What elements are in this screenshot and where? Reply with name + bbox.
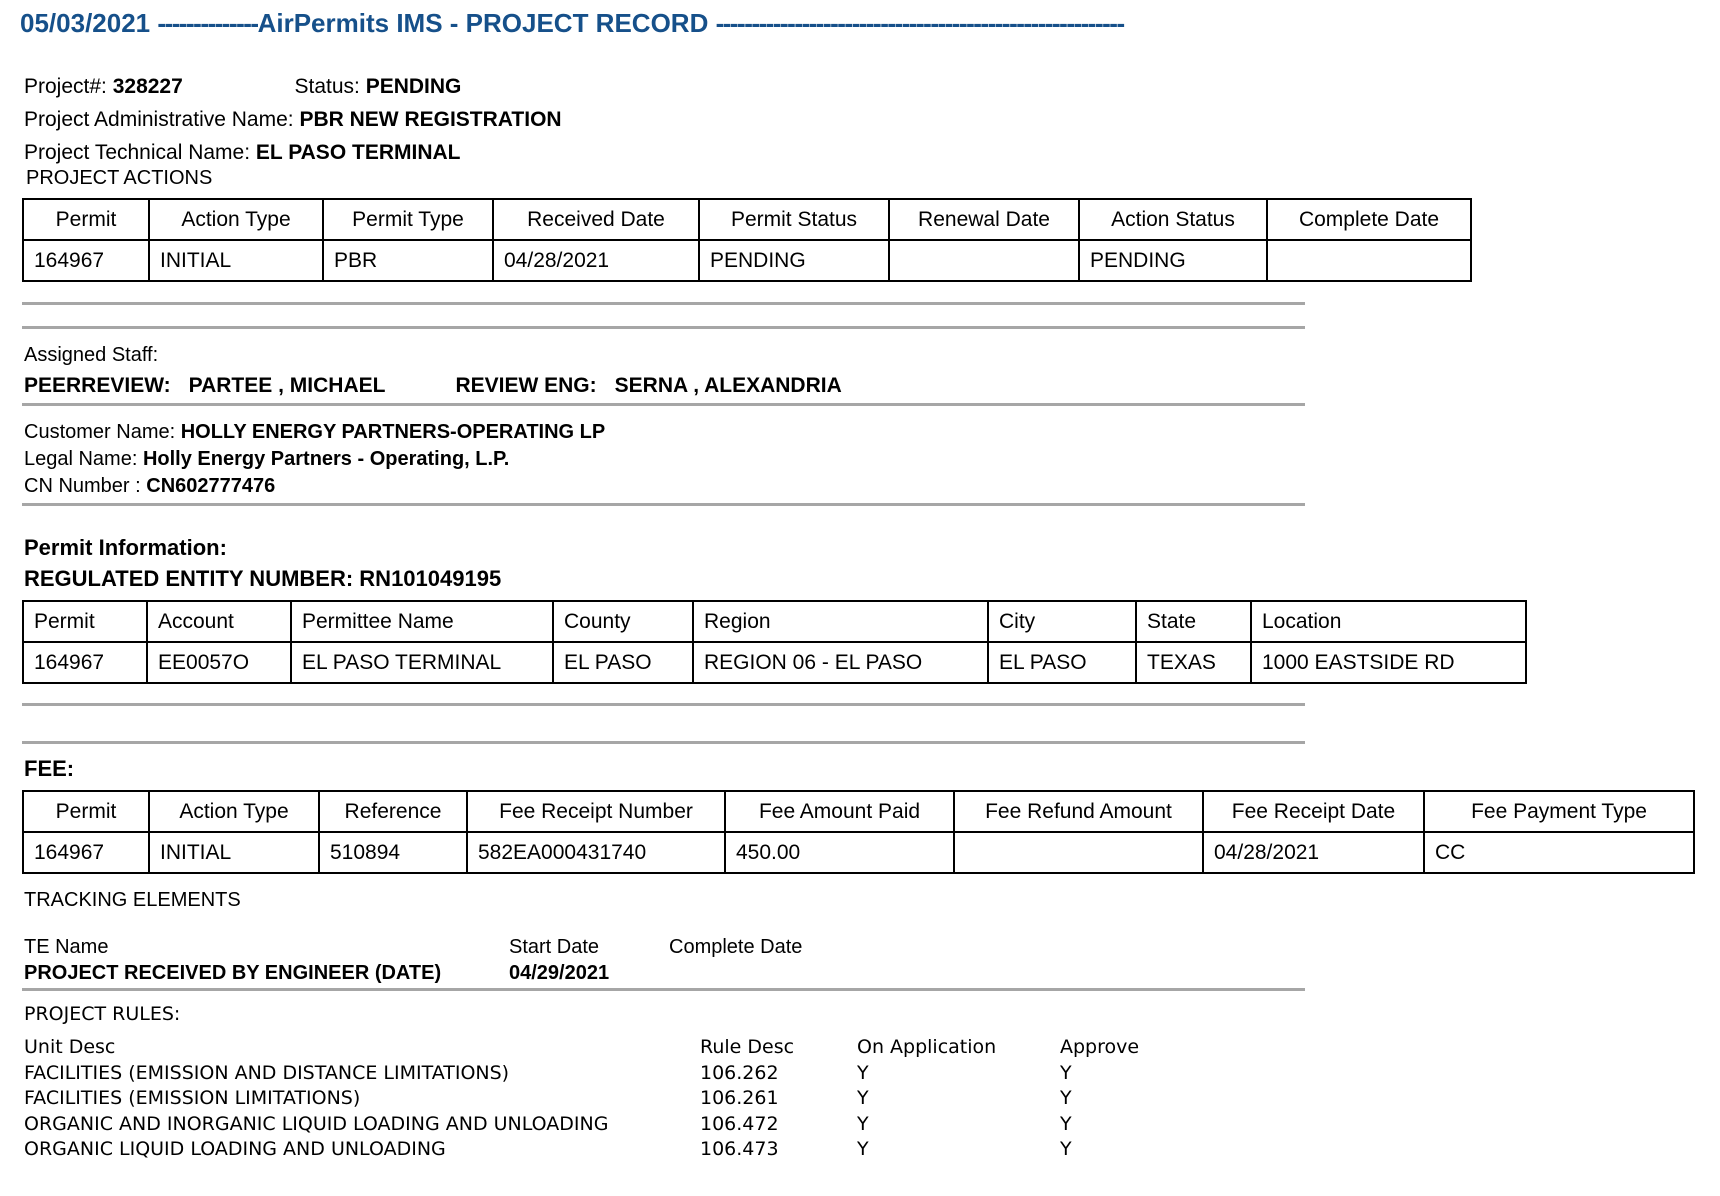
divider-rule <box>22 988 1305 992</box>
column-header: Permit <box>23 601 147 642</box>
legal-name-label: Legal Name: <box>24 448 138 470</box>
table-cell: CC <box>1424 832 1694 873</box>
column-header: City <box>988 601 1136 642</box>
table-cell: 106.261 <box>700 1087 779 1109</box>
cn-number-value: CN602777476 <box>146 475 276 497</box>
divider-rule <box>22 503 1305 507</box>
column-header: Renewal Date <box>889 199 1079 240</box>
table-cell <box>1267 240 1471 281</box>
customer-block <box>24 419 605 500</box>
column-header: Account <box>147 601 291 642</box>
customer-name-row <box>24 419 605 446</box>
legal-name-value: Holly Energy Partners - Operating, L.P. <box>142 448 510 470</box>
table-cell: 164967 <box>23 240 149 281</box>
column-header: Permit <box>23 199 149 240</box>
table-cell: Y <box>1060 1061 1072 1084</box>
column-header: Fee Receipt Date <box>1203 791 1424 832</box>
status-value: PENDING <box>365 75 462 98</box>
te-start-date-value: 04/29/2021 <box>509 962 610 984</box>
assigned-staff-roles <box>24 373 842 398</box>
table-cell: 04/28/2021 <box>493 240 699 281</box>
te-complete-date-header: Complete Date <box>669 936 803 958</box>
column-header: Fee Amount Paid <box>725 791 954 832</box>
project-number-value: 328227 <box>112 75 183 98</box>
te-name-value: PROJECT RECEIVED BY ENGINEER (DATE) <box>24 962 442 984</box>
divider-rule <box>22 703 1305 707</box>
table-cell: Y <box>857 1112 869 1135</box>
table-cell: INITIAL <box>149 832 319 873</box>
column-header: Action Type <box>149 791 319 832</box>
table-cell: 510894 <box>319 832 467 873</box>
tech-name-value: EL PASO TERMINAL <box>255 141 461 164</box>
te-name-header: TE Name <box>24 936 109 958</box>
project-meta <box>24 70 562 169</box>
table-cell: Y <box>857 1087 869 1109</box>
column-header: Fee Payment Type <box>1424 791 1694 832</box>
peerreview-name: PARTEE , MICHAEL <box>188 374 386 397</box>
table-cell: 106.262 <box>700 1061 779 1084</box>
table-cell: Y <box>1060 1138 1072 1160</box>
project-actions-table <box>22 198 1472 282</box>
admin-name-label: Project Administrative Name: <box>24 108 294 131</box>
table-cell: Y <box>857 1061 869 1084</box>
column-header: Fee Refund Amount <box>954 791 1203 832</box>
column-header: Location <box>1251 601 1526 642</box>
admin-name-row <box>24 103 562 136</box>
table-cell: EL PASO <box>988 642 1136 683</box>
table-cell: 164967 <box>23 832 149 873</box>
legal-name-row <box>24 446 605 473</box>
permit-information-table <box>22 600 1527 684</box>
column-header: Reference <box>319 791 467 832</box>
table-cell: PENDING <box>1079 240 1267 281</box>
assigned-staff-block <box>24 343 842 398</box>
table-cell: 106.473 <box>700 1138 779 1160</box>
tech-name-row <box>24 136 562 169</box>
table-cell: REGION 06 - EL PASO <box>693 642 988 683</box>
permit-information-label: Permit Information: <box>24 535 227 560</box>
divider-rule <box>22 302 1305 306</box>
admin-name-value: PBR NEW REGISTRATION <box>299 108 562 131</box>
unit-desc-header: Unit Desc <box>24 1036 116 1058</box>
title-dashes-left: -------------- <box>157 8 258 38</box>
table-cell: INITIAL <box>149 240 323 281</box>
column-header: State <box>1136 601 1251 642</box>
approve-header: Approve <box>1060 1036 1140 1058</box>
table-cell: EE0057O <box>147 642 291 683</box>
table-cell: 106.472 <box>700 1112 779 1135</box>
table-cell: EL PASO <box>553 642 693 683</box>
title-text: AirPermits IMS - PROJECT RECORD <box>257 8 709 38</box>
table-cell: Y <box>857 1138 869 1160</box>
table-cell <box>954 832 1203 873</box>
report-date: 05/03/2021 <box>20 8 151 38</box>
title-dashes-right: --------------------------------------------------------- <box>715 8 1124 38</box>
table-cell: 582EA000431740 <box>467 832 725 873</box>
assigned-staff-label: Assigned Staff: <box>24 344 159 366</box>
table-cell: FACILITIES (EMISSION LIMITATIONS) <box>24 1087 361 1109</box>
project-number-label: Project#: <box>24 75 107 98</box>
table-header-row <box>23 791 1694 832</box>
column-header: Permittee Name <box>291 601 553 642</box>
table-row <box>23 832 1694 873</box>
table-cell: FACILITIES (EMISSION AND DISTANCE LIMITATIONS) <box>24 1061 510 1084</box>
table-cell: 450.00 <box>725 832 954 873</box>
table-cell: Y <box>1060 1112 1072 1135</box>
table-cell: 1000 EASTSIDE RD <box>1251 642 1526 683</box>
table-cell: ORGANIC LIQUID LOADING AND UNLOADING <box>24 1138 446 1160</box>
divider-rule <box>22 741 1305 745</box>
customer-name-label: Customer Name: <box>24 421 176 443</box>
rule-desc-header: Rule Desc <box>700 1036 795 1058</box>
column-header: Permit Type <box>323 199 493 240</box>
table-cell: 164967 <box>23 642 147 683</box>
project-rules-label: PROJECT RULES: <box>24 1003 181 1025</box>
column-header: Permit Status <box>699 199 889 240</box>
table-cell: PBR <box>323 240 493 281</box>
status-label: Status: <box>294 75 360 98</box>
cn-number-label: CN Number : <box>24 475 141 497</box>
fee-table <box>22 790 1695 874</box>
table-cell: TEXAS <box>1136 642 1251 683</box>
page-title <box>20 8 1520 39</box>
column-header: Action Type <box>149 199 323 240</box>
on-application-header: On Application <box>857 1036 997 1058</box>
regulated-entity-number: REGULATED ENTITY NUMBER: RN101049195 <box>24 566 502 591</box>
table-header-row <box>23 601 1526 642</box>
table-row <box>23 240 1471 281</box>
column-header: Fee Receipt Number <box>467 791 725 832</box>
table-cell: 04/28/2021 <box>1203 832 1424 873</box>
table-row <box>23 642 1526 683</box>
divider-rule <box>22 326 1305 330</box>
tech-name-label: Project Technical Name: <box>24 141 251 164</box>
fee-label: FEE: <box>24 756 75 781</box>
project-actions-label: PROJECT ACTIONS <box>26 167 213 189</box>
table-cell: EL PASO TERMINAL <box>291 642 553 683</box>
cn-number-row <box>24 473 605 500</box>
column-header: Complete Date <box>1267 199 1471 240</box>
column-header: County <box>553 601 693 642</box>
peerreview-label: PEERREVIEW: <box>24 374 171 397</box>
divider-rule <box>22 403 1305 407</box>
review-eng-label: REVIEW ENG: <box>455 374 597 397</box>
te-start-date-header: Start Date <box>509 936 600 958</box>
project-number-row <box>24 70 562 103</box>
column-header: Region <box>693 601 988 642</box>
table-cell: PENDING <box>699 240 889 281</box>
review-eng-name: SERNA , ALEXANDRIA <box>614 374 842 397</box>
column-header: Action Status <box>1079 199 1267 240</box>
customer-name-value: HOLLY ENERGY PARTNERS-OPERATING LP <box>180 421 606 443</box>
table-cell <box>889 240 1079 281</box>
table-cell: Y <box>1060 1087 1072 1109</box>
table-header-row <box>23 199 1471 240</box>
table-cell: ORGANIC AND INORGANIC LIQUID LOADING AND UNLOADING <box>24 1112 609 1135</box>
tracking-elements-label: TRACKING ELEMENTS <box>24 889 241 911</box>
column-header: Received Date <box>493 199 699 240</box>
column-header: Permit <box>23 791 149 832</box>
